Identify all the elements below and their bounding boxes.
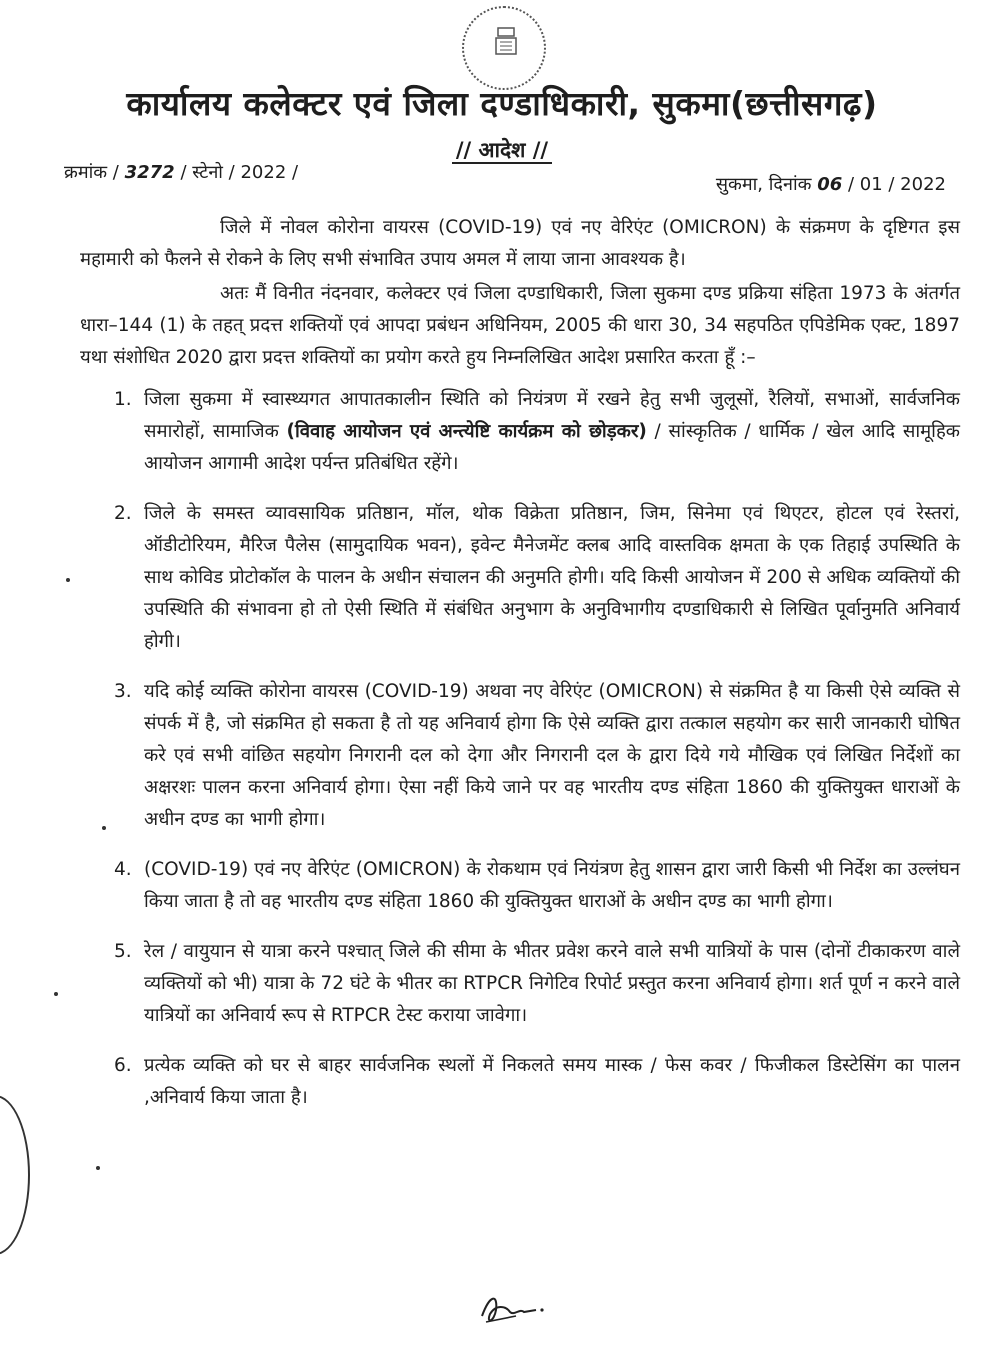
order-body bbox=[80, 212, 960, 1132]
stray-mark bbox=[66, 578, 70, 582]
order-list bbox=[80, 384, 960, 1114]
office-title: कार्यालय कलेक्टर एवं जिला दण्डाधिकारी, सुकमा(छत्तीसगढ़) bbox=[126, 84, 878, 123]
reference-number: क्रमांक / 3272 / स्टेनो / 2022 / bbox=[64, 162, 299, 183]
order-item: 6. प्रत्येक व्यक्ति को घर से बाहर सार्वजनिक स्थलों में निकलते समय मास्क / फेस कवर / फिजीकल डिस्टेसिंग का पालन ,अनिवार्य किया जाता है। bbox=[114, 1055, 960, 1108]
order-date: सुकमा, दिनांक 06 / 01 / 2022 bbox=[715, 174, 946, 195]
order-item: 3. यदि कोई व्यक्ति कोरोना वायरस (COVID-19) अथवा नए वेरिएंट (OMICRON) से संक्रमित है या किसी ऐसे व्यक्ति से संपर्क में है, जो संक्रमित हो सकता है तो यह अनिवार्य होगा कि ऐसे व्यक्ति द्वारा तत्काल सहयोग कर सारी जानकारी घोषित करे एवं सभी वांछित सहयोग निगरानी दल को देगा और निगरानी दल के द्वारा दिये गये मौखिक एवं लिखित निर्देशों का अक्षरशः पालन करना अनिवार्य होगा। ऐसा नहीं किये जाने पर वह भारतीय दण्ड संहिता 1860 की युक्तियुक्त धाराओं के अधीन दण्ड का भागी होगा। bbox=[114, 681, 960, 830]
order-item: 5. रेल / वायुयान से यात्रा करने पश्चात् जिले की सीमा के भीतर प्रवेश करने वाले सभी यात्रियों के पास (दोनों टीकाकरण वाले व्यक्तियों को भी) यात्रा के 72 घंटे के भीतर का RTPCR निगेटिव रिपोर्ट प्रस्तुत करना अनिवार्य होगा। शर्त पूर्ण न करने वाले यात्रियों का अनिवार्य रूप से RTPCR टेस्ट कराया जावेगा। bbox=[114, 941, 960, 1026]
order-heading: // आदेश // bbox=[0, 136, 1004, 164]
stray-mark bbox=[54, 992, 58, 996]
stray-mark bbox=[102, 826, 106, 830]
intro-paragraph-2: अतः मैं विनीत नंदनवार, कलेक्टर एवं जिला दण्डाधिकारी, जिला सुकमा दण्ड प्रक्रिया संहिता 1973 के अंतर्गत धारा–144 (1) के तहत् प्रदत्त शक्तियों एवं आपदा प्रबंधन अधिनियम, 2005 की धारा 30, 34 सहपठित एपिडेमिक एक्ट, 1897 यथा संशोधित 2020 द्वारा प्रदत्त शक्तियों का प्रयोग करते हुय निम्नलिखित आदेश प्रसारित करता हूँ :– bbox=[80, 283, 960, 368]
signature bbox=[476, 1286, 556, 1334]
stray-mark bbox=[96, 1166, 100, 1170]
emblem-icon bbox=[486, 22, 526, 62]
order-item: 2. जिले के समस्त व्यावसायिक प्रतिष्ठान, मॉल, थोक विक्रेता प्रतिष्ठान, जिम, सिनेमा एवं थिएटर, होटल एवं रेस्तरां, ऑडीटोरियम, मैरिज पैलेस (सामुदायिक भवन), इवेन्ट मैनेजमेंट क्लब आदि वास्तविक क्षमता के एक तिहाई उपस्थिति के साथ कोविड प्रोटोकॉल के पालन के अधीन संचालन की अनुमति होगी। यदि किसी आयोजन में 200 से अधिक व्यक्तियों की उपस्थिति की संभावना हो तो ऐसी स्थिति में संबंधित अनुभाग के अनुविभागीय दण्डाधिकारी से लिखित पूर्वानुमति अनिवार्य होगी। bbox=[114, 503, 960, 652]
order-item: 4. (COVID-19) एवं नए वेरिएंट (OMICRON) के रोकथाम एवं नियंत्रण हेतु शासन द्वारा जारी किसी भी निर्देश का उल्लंघन किया जाता है तो वह भारतीय दण्ड संहिता 1860 की युक्तियुक्त धाराओं के अधीन दण्ड का भागी होगा। bbox=[114, 859, 960, 912]
intro-paragraph-1: जिले में नोवल कोरोना वायरस (COVID-19) एवं नए वेरिएंट (OMICRON) के संक्रमण के दृष्टिगत इस महामारी को फैलने से रोकने के लिए सभी संभावित उपाय अमल में लाया जाना आवश्यक है। bbox=[80, 217, 960, 270]
official-seal bbox=[462, 6, 546, 90]
order-item: 1. जिला सुकमा में स्वास्थ्यगत आपातकालीन स्थिति को नियंत्रण में रखने हेतु सभी जुलूसों, रैलियों, सभाओं, सार्वजनिक समारोहों, सामाजिक (विवाह आयोजन एवं अन्त्येष्टि कार्यक्रम को छोड़कर) / सांस्कृतिक / धार्मिक / खेल आदि सामूहिक आयोजन आगामी आदेश पर्यन्त प्रतिबंधित रहेंगे। bbox=[114, 389, 961, 474]
magistrate-seal bbox=[0, 1095, 30, 1255]
